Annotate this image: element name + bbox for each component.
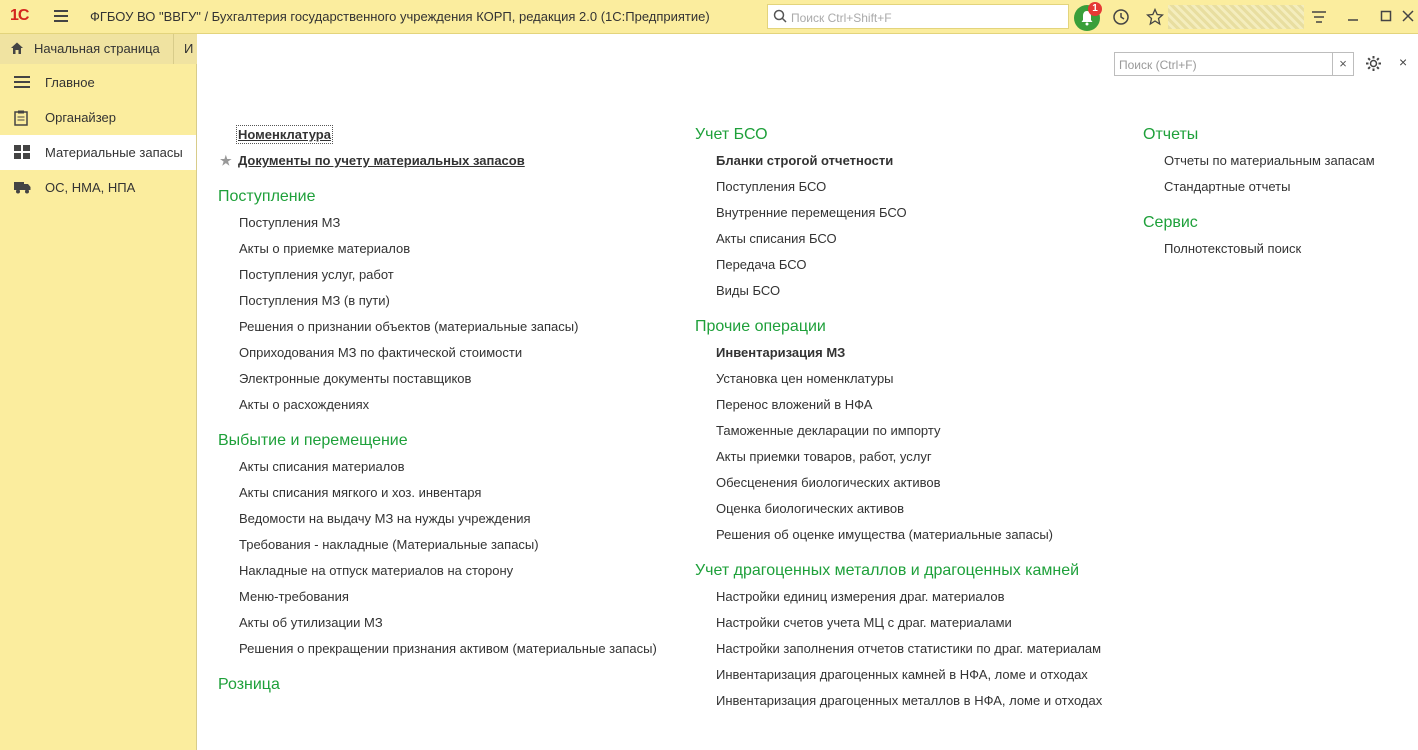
menu-link[interactable]: Оприходования МЗ по фактической стоимости — [239, 345, 523, 360]
menu-link[interactable]: Настройки заполнения отчетов статистики по драг. материалам — [716, 641, 1102, 656]
menu-link[interactable]: Требования - накладные (Материальные запасы) — [239, 537, 539, 552]
sidebar-item-label: Материальные запасы — [45, 145, 183, 160]
menu-link[interactable]: Установка цен номенклатуры — [716, 371, 894, 386]
sidebar-item-label: Органайзер — [45, 110, 116, 125]
settings-menu-icon[interactable] — [1311, 10, 1327, 24]
menu-link[interactable]: Акты списания материалов — [239, 459, 405, 474]
section-title: Выбытие и перемещение — [218, 432, 408, 449]
clipboard-icon — [14, 110, 28, 126]
app-logo[interactable]: 1С — [10, 7, 29, 24]
menu-link[interactable]: Решения о признании объектов (материальные запасы) — [239, 319, 579, 334]
sidebar-item-main[interactable] — [0, 65, 196, 100]
global-search-input[interactable] — [789, 8, 1063, 27]
section-title: Поступление — [218, 188, 316, 205]
menu-link[interactable]: Накладные на отпуск материалов на сторону — [239, 563, 514, 578]
menu-link[interactable]: Инвентаризация драгоценных металлов в НФА, ломе и отходах — [716, 693, 1103, 708]
menu-section — [695, 314, 1102, 558]
user-name-blurred[interactable] — [1168, 5, 1304, 29]
link-documents[interactable]: ★ Документы по учету материальных запасов — [218, 148, 657, 174]
sidebar-item-material-stocks[interactable] — [0, 135, 196, 170]
tab-home[interactable] — [0, 34, 174, 64]
menu-link[interactable]: Отчеты по материальным запасам — [1164, 153, 1375, 168]
menu-section — [218, 184, 657, 428]
menu-section — [1143, 210, 1375, 272]
menu-section — [695, 558, 1102, 724]
search-clear-button[interactable]: × — [1332, 53, 1353, 75]
menu-link[interactable]: Бланки строгой отчетности — [716, 153, 894, 168]
sidebar — [0, 34, 197, 750]
favorites-star-icon[interactable] — [1146, 8, 1164, 26]
sidebar-item-fixed-assets[interactable] — [0, 170, 196, 205]
tab-next-label: И — [184, 41, 194, 56]
section-panel — [197, 34, 1418, 750]
menu-link[interactable]: Решения о прекращении признания активом (материальные запасы) — [239, 641, 657, 656]
panel-search[interactable] — [1114, 52, 1354, 76]
menu-link[interactable]: Внутренние перемещения БСО — [716, 205, 907, 220]
column-2 — [695, 122, 1102, 724]
link-nomenclature[interactable]: Номенклатура — [238, 127, 331, 142]
menu-link[interactable]: Поступления МЗ (в пути) — [239, 293, 390, 308]
menu-link[interactable]: Настройки счетов учета МЦ с драг. материалами — [716, 615, 1012, 630]
global-search[interactable] — [767, 4, 1069, 29]
search-icon — [773, 9, 787, 23]
menu-section — [1143, 122, 1375, 210]
favorite-star-icon[interactable]: ★ — [220, 153, 232, 168]
panel-search-input[interactable] — [1117, 56, 1331, 74]
menu-link[interactable]: Виды БСО — [716, 283, 781, 298]
menu-section — [218, 428, 657, 672]
notification-badge: 1 — [1088, 2, 1102, 16]
menu-link[interactable]: Стандартные отчеты — [1164, 179, 1291, 194]
section-nav — [0, 65, 196, 205]
truck-icon — [14, 180, 31, 194]
menu-section — [218, 672, 657, 708]
menu-link[interactable]: Перенос вложений в НФА — [716, 397, 873, 412]
home-icon — [10, 41, 24, 55]
menu-link[interactable]: Обесценения биологических активов — [716, 475, 941, 490]
menu-link[interactable]: Поступления БСО — [716, 179, 827, 194]
maximize-icon[interactable] — [1378, 8, 1394, 24]
column-1 — [218, 122, 657, 708]
menu-link[interactable]: Акты о расхождениях — [239, 397, 370, 412]
tab-home-label: Начальная страница — [34, 41, 160, 56]
menu-link[interactable]: Акты списания мягкого и хоз. инвентаря — [239, 485, 482, 500]
section-title: Прочие операции — [695, 318, 826, 335]
menu-link[interactable]: Меню-требования — [239, 589, 349, 604]
window-close-icon[interactable] — [1400, 8, 1416, 24]
menu-link[interactable]: Передача БСО — [716, 257, 807, 272]
menu-link[interactable]: Оценка биологических активов — [716, 501, 904, 516]
section-title: Отчеты — [1143, 126, 1199, 143]
menu-link[interactable]: Инвентаризация драгоценных камней в НФА, ломе и отходах — [716, 667, 1088, 682]
section-title: Учет драгоценных металлов и драгоценных камней — [695, 562, 1080, 579]
panel-close-button[interactable]: × — [1399, 54, 1408, 70]
minimize-icon[interactable] — [1345, 8, 1361, 24]
section-title: Учет БСО — [695, 126, 768, 143]
top-links — [218, 122, 657, 174]
history-icon[interactable] — [1112, 8, 1130, 26]
app-title: ФГБОУ ВО "ВВГУ" / Бухгалтерия государственного учреждения КОРП, редакция 2.0 (1С:Предприятие) — [90, 9, 710, 24]
menu-link[interactable]: Таможенные декларации по импорту — [716, 423, 941, 438]
menu-link[interactable]: Акты списания БСО — [716, 231, 837, 246]
gear-icon[interactable] — [1365, 55, 1382, 72]
menu-link[interactable]: Акты о приемке материалов — [239, 241, 411, 256]
tab-next[interactable] — [174, 34, 197, 64]
menu-link[interactable]: Электронные документы поставщиков — [239, 371, 472, 386]
grid-icon — [14, 145, 30, 159]
title-bar — [0, 0, 1418, 34]
menu-link[interactable]: Акты приемки товаров, работ, услуг — [716, 449, 932, 464]
menu-section — [695, 122, 1102, 314]
sidebar-item-label: Главное — [45, 75, 95, 90]
section-title: Сервис — [1143, 214, 1198, 231]
menu-link[interactable]: Инвентаризация МЗ — [716, 345, 846, 360]
main-menu-icon[interactable] — [54, 10, 68, 22]
menu-link[interactable]: Акты об утилизации МЗ — [239, 615, 383, 630]
menu-link[interactable]: Ведомости на выдачу МЗ на нужды учреждения — [239, 511, 531, 526]
section-title: Розница — [218, 676, 280, 693]
menu-link[interactable]: Поступления МЗ — [239, 215, 341, 230]
sidebar-item-organizer[interactable] — [0, 100, 196, 135]
sidebar-item-label: ОС, НМА, НПА — [45, 180, 136, 195]
menu-link[interactable]: Полнотекстовый поиск — [1164, 241, 1302, 256]
menu-link[interactable]: Поступления услуг, работ — [239, 267, 394, 282]
column-3 — [1143, 122, 1375, 272]
menu-link[interactable]: Решения об оценке имущества (материальные запасы) — [716, 527, 1053, 542]
menu-lines-icon — [14, 75, 30, 89]
menu-link[interactable]: Настройки единиц измерения драг. материалов — [716, 589, 1005, 604]
